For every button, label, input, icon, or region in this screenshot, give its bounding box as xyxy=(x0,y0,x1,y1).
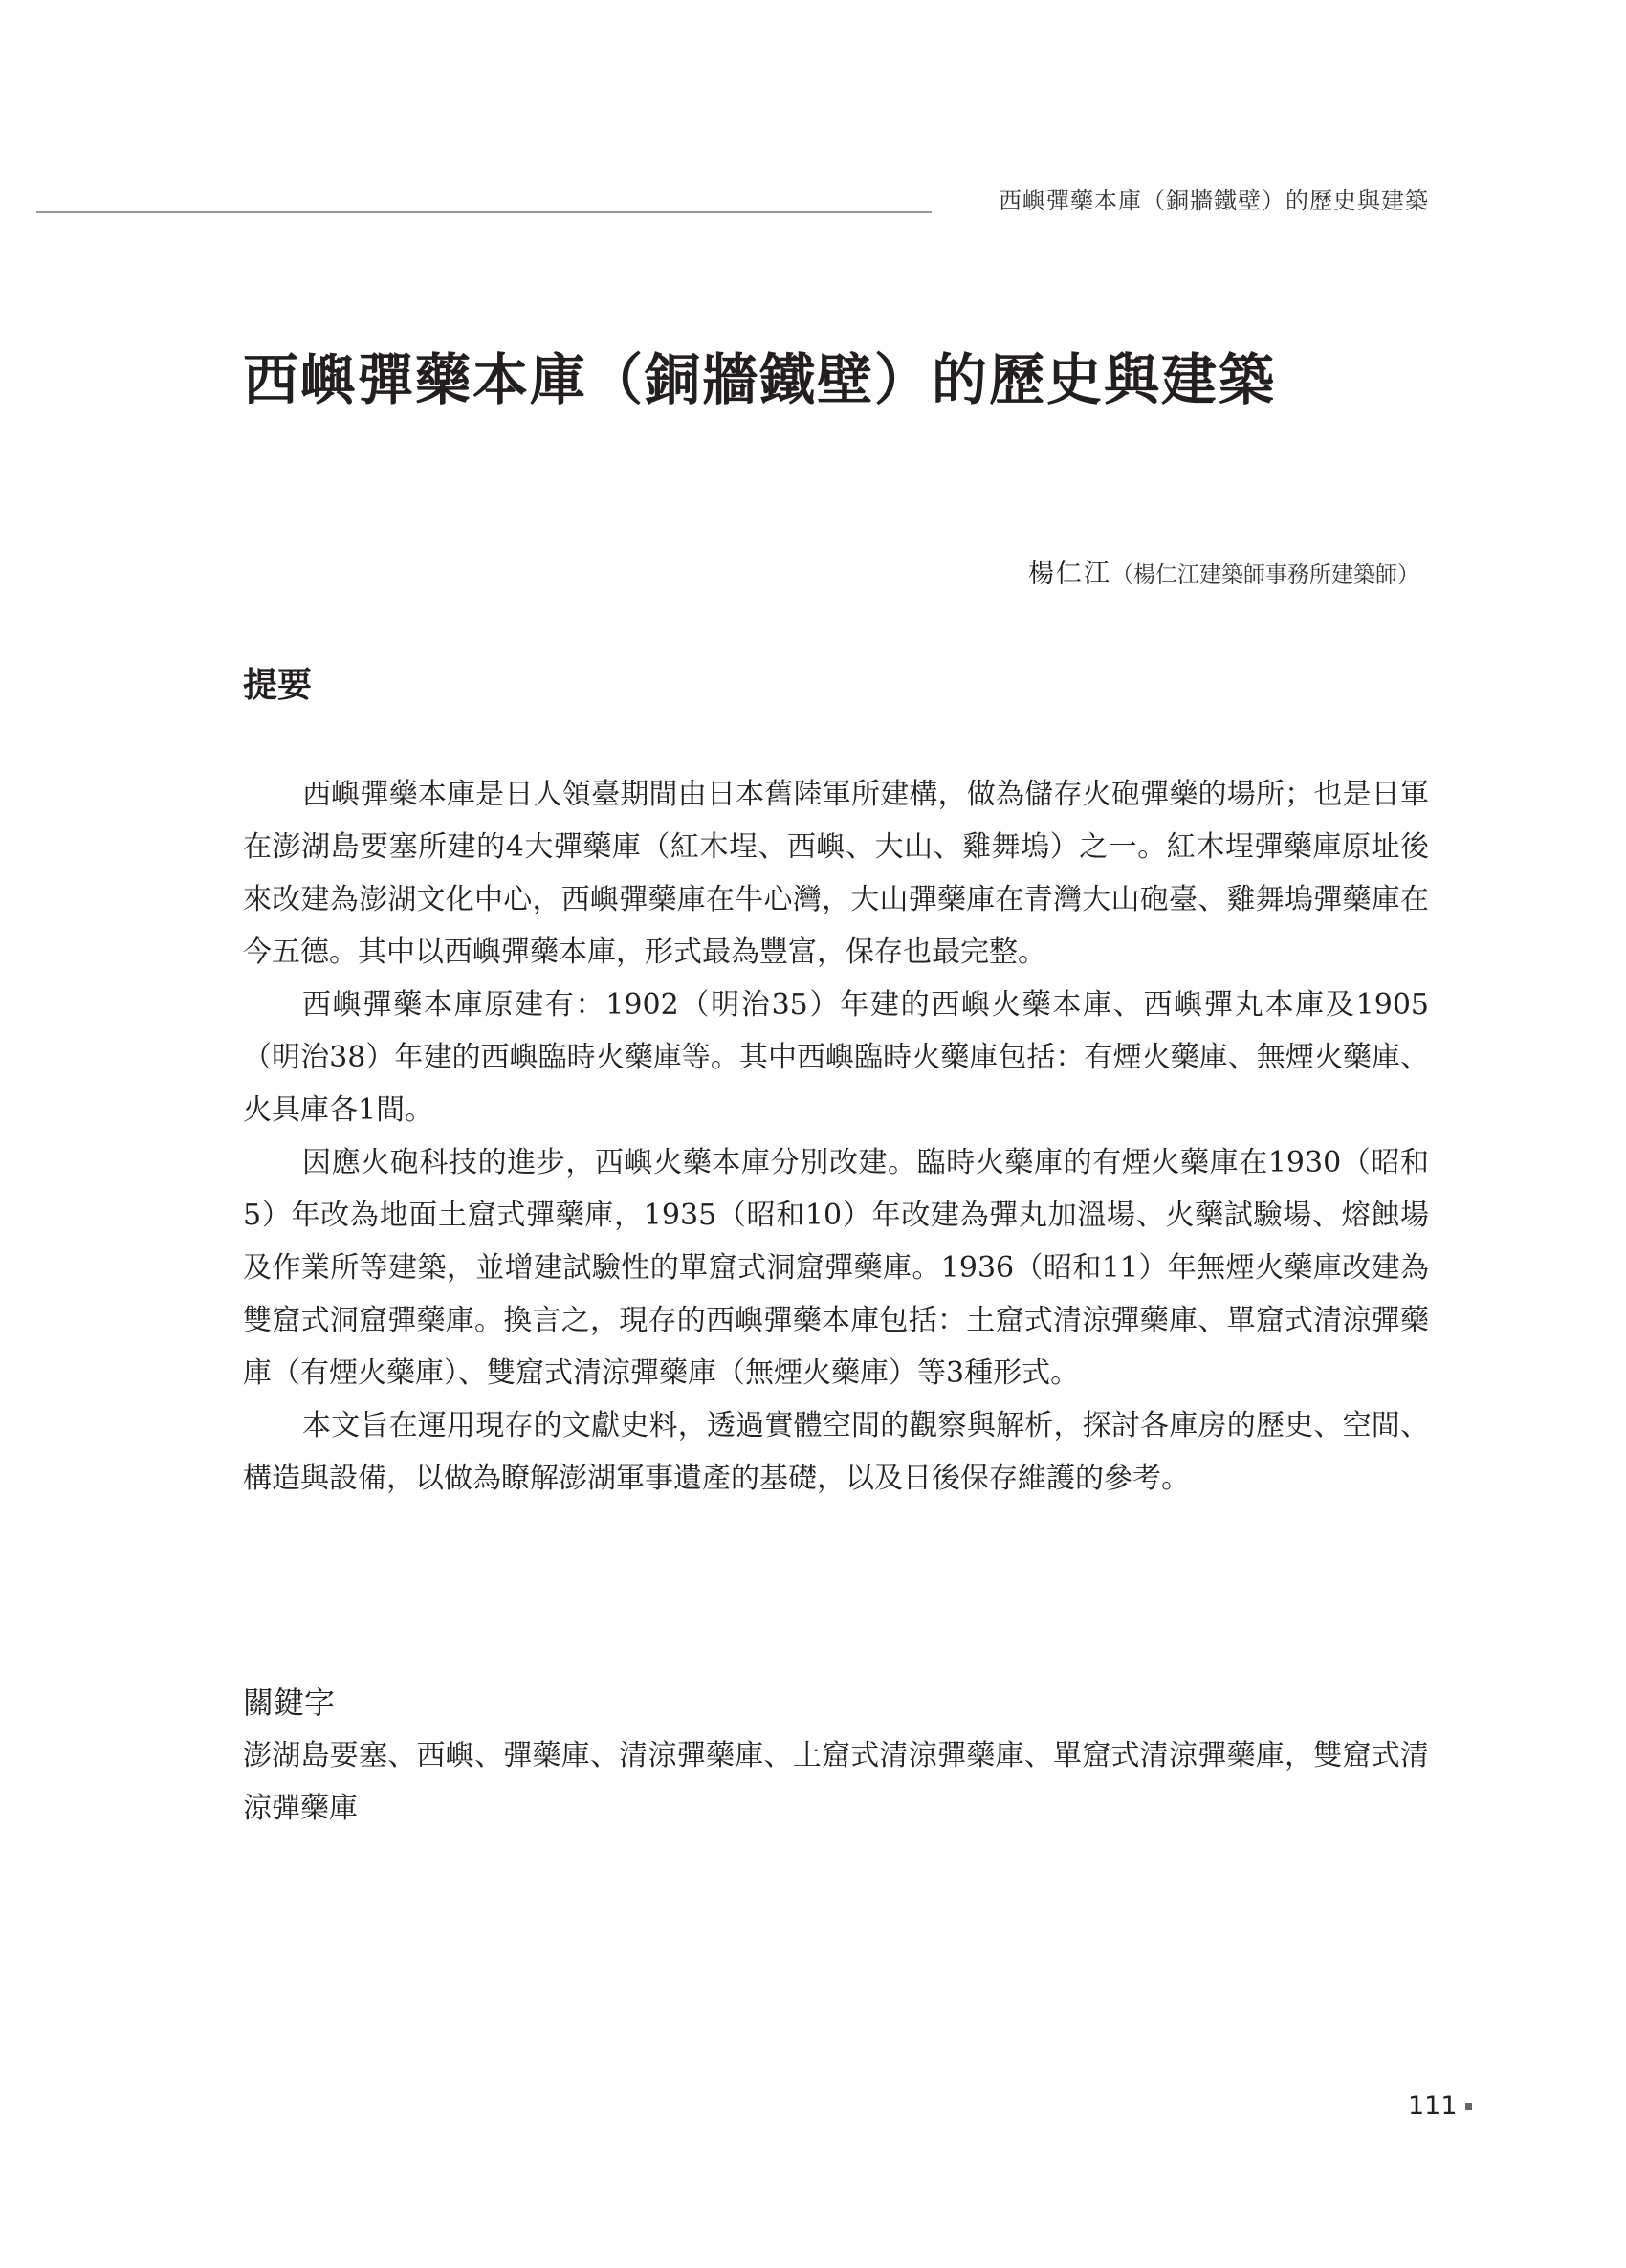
header-rule xyxy=(36,211,932,213)
running-header: 西嶼彈藥本庫（銅牆鐵壁）的歷史與建築 xyxy=(999,187,1429,214)
author-line xyxy=(1028,552,1419,589)
abstract-paragraph-3: 因應火砲科技的進步，西嶼火藥本庫分別改建。臨時火藥庫的有煙火藥庫在1930（昭和5）年改為地面土窟式彈藥庫，1935（昭和10）年改建為彈丸加溫場、火藥試驗場、熔蝕場及作業所等建築，並增建試驗性的單窟式洞窟彈藥庫。1936（昭和11）年無煙火藥庫改建為雙窟式洞窟彈藥庫。換言之，現存的西嶼彈藥本庫包括：土窟式清涼彈藥庫、單窟式清涼彈藥庫（有煙火藥庫）、雙窟式清涼彈藥庫（無煙火藥庫）等3種形式。 xyxy=(243,1146,1429,1390)
author-affiliation: （楊仁江建築師事務所建築師） xyxy=(1111,562,1419,587)
page-number: 111 xyxy=(1408,2091,1458,2121)
abstract-paragraph-1: 西嶼彈藥本庫是日人領臺期間由日本舊陸軍所建構，做為儲存火砲彈藥的場所；也是日軍在澎湖島要塞所建的4大彈藥庫（紅木埕、西嶼、大山、雞舞塢）之一。紅木埕彈藥庫原址後來改建為澎湖文化中心，西嶼彈藥庫在牛心灣，大山彈藥庫在青灣大山砲臺、雞舞塢彈藥庫在今五德。其中以西嶼彈藥本庫，形式最為豐富，保存也最完整。 xyxy=(243,778,1429,969)
keywords-heading: 關鍵字 xyxy=(243,1684,336,1721)
abstract-body xyxy=(243,768,1429,1505)
abstract-paragraph-2: 西嶼彈藥本庫原建有：1902（明治35）年建的西嶼火藥本庫、西嶼彈丸本庫及1905（明治38）年建的西嶼臨時火藥庫等。其中西嶼臨時火藥庫包括：有煙火藥庫、無煙火藥庫、火具庫各1間。 xyxy=(243,988,1429,1127)
abstract-heading: 提要 xyxy=(243,665,313,705)
abstract-paragraph-4: 本文旨在運用現存的文獻史料，透過實體空間的觀察與解析，探討各庫房的歷史、空間、構造與設備，以做為瞭解澎湖軍事遺產的基礎，以及日後保存維護的參考。 xyxy=(243,1409,1429,1495)
page-marker-square xyxy=(1465,2103,1472,2110)
keywords-text: 澎湖島要塞、西嶼、彈藥庫、清涼彈藥庫、土窟式清涼彈藥庫、單窟式清涼彈藥庫，雙窟式清涼彈藥庫 xyxy=(243,1739,1429,1825)
page-footer xyxy=(1408,2091,1472,2121)
author-name: 楊仁江 xyxy=(1028,559,1111,588)
article-title: 西嶼彈藥本庫（銅牆鐵壁）的歷史與建築 xyxy=(243,347,1277,412)
